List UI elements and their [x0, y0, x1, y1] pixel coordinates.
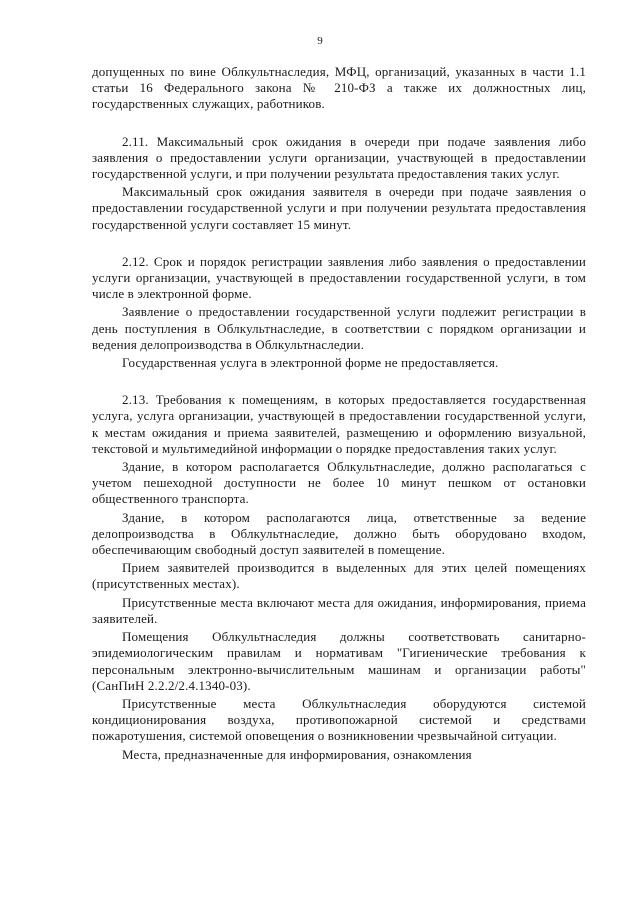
paragraph-continuation: допущенных по вине Облкультнаследия, МФЦ, организаций, указанных в части 1.1 статьи 16 Федерального закона № 210-ФЗ а также их должностных лиц, государственных служащих, работников. [92, 64, 586, 112]
section-2-11-heading: 2.11. Максимальный срок ожидания в очереди при подаче заявления либо заявления о предоставлении услуги организации, участвующей в предоставлении государственной услуги, и при получении результата предоставления таких услуг. [92, 133, 586, 182]
paragraph-information-places: Места, предназначенные для информирования, ознакомления [122, 746, 472, 762]
paragraph-building-entrance: Здание, в котором располагаются лица, ответственные за ведение делопроизводства в Облкультнаследие, должно быть оборудовано входом, обеспечивающим свободный доступ заявителей в помещение. [92, 509, 586, 558]
paragraph-equipment: Присутственные места Облкультнаследия оборудуются системой кондиционирования воздуха, противопожарной системой и средствами пожаротушения, системой оповещения о возникновении чрезвычайной ситуации. [92, 695, 586, 744]
paragraph-building-location: Здание, в котором располагается Облкультнаследие, должно располагаться с учетом пешеходной доступности не более 10 минут пешком от остановки общественного транспорта. [92, 459, 586, 507]
paragraph-electronic-form: Государственная услуга в электронной форме не предоставляется. [122, 355, 499, 371]
document-body [92, 64, 586, 763]
page-number: 9 [317, 35, 323, 47]
paragraph-reception-places: Присутственные места включают места для ожидания, информирования, приема заявителей. [92, 594, 586, 626]
paragraph-registration: Заявление о предоставлении государственной услуги подлежит регистрации в день поступления в Облкультнаследие, в соответствии с порядком организации и ведения делопроизводства в Облкультнаследии. [92, 304, 586, 352]
paragraph-max-wait-time: Максимальный срок ожидания заявителя в очереди при подаче заявления о предоставлении государственной услуги и при получении результата предоставления государственной услуги составляет 15 минут. [92, 184, 586, 232]
section-2-13-heading: 2.13. Требования к помещениям, в которых предоставляется государственная услуга, услуга организации, участвующей в предоставлении государственной услуги, к местам ожидания и приема заявителей, размещению и оформлению визуальной, текстовой и мультимедийной информации о порядке предоставления таких услуг. [92, 392, 586, 456]
paragraph-sanitary-rules: Помещения Облкультнаследия должны соответствовать санитарно-эпидемиологическим правилам и нормативам "Гигиенические требования к персональным электронно-вычислительным машинам и организации работы" (СанПиН 2.2.2/2.4.1340-03). [92, 629, 586, 693]
section-2-12-heading: 2.12. Срок и порядок регистрации заявления либо заявления о предоставлении услуги организации, участвующей в предоставлении государственной услуги, в том числе в электронной форме. [92, 253, 586, 302]
paragraph-reception-rooms: Прием заявителей производится в выделенных для этих целей помещениях (присутственных местах). [92, 560, 586, 592]
